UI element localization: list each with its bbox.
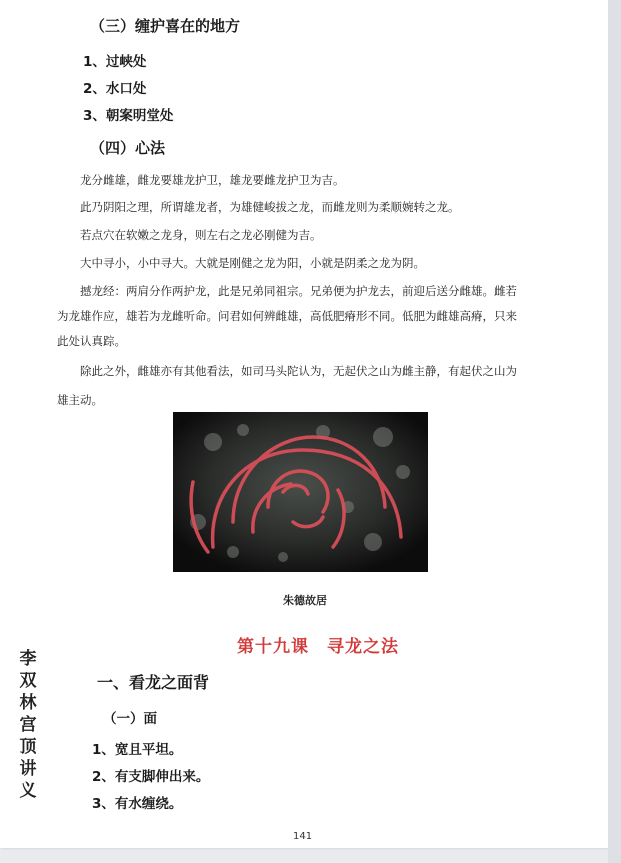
side-vertical-text: 李双林宫顶讲义 [19,649,37,801]
list-item: 1、宽且平坦。 [92,742,183,758]
paragraph: 若点穴在软嫩之龙身，则左右之龙必刚健为吉。 [80,228,322,242]
section-heading-3: （三）缠护喜在的地方 [90,17,241,35]
photo-caption: 朱德故居 [283,594,327,607]
list-item: 2、有支脚伸出来。 [92,769,210,785]
list-item: 3、有水缠绕。 [92,796,183,812]
paragraph: 大中寻小，小中寻大。大就是刚健之龙为阳，小就是阴柔之龙为阴。 [80,256,425,270]
paragraph-line: 为龙雄作应，雄若为龙雌听命。问君如何辨雌雄，高低肥瘠形不同。低肥为雌雄高瘠，只来 [57,309,517,323]
lesson-subheading: （一）面 [103,711,157,727]
list-item: 3、朝案明堂处 [83,108,174,124]
paragraph: 龙分雌雄，雌龙要雄龙护卫，雄龙要雌龙护卫为吉。 [80,173,345,187]
lesson-heading: 一、看龙之面背 [97,673,210,692]
lesson-title: 第十九课 寻龙之法 [237,637,399,657]
paragraph-line: 雄主动。 [57,393,103,407]
page-number: 141 [293,831,313,842]
paragraph-line: 除此之外，雌雄亦有其他看法，如司马头陀认为，无起伏之山为雌主静，有起伏之山为 [80,364,517,378]
viewer-scroll-edge[interactable] [608,0,621,863]
paragraph-line: 撼龙经：两肩分作两护龙，此是兄弟同祖宗。兄弟便为护龙去，前迎后送分雌雄。雌若 [80,284,517,298]
photo-red-mountain-marks [173,412,428,572]
list-item: 2、水口处 [83,81,147,97]
section-heading-4: （四）心法 [90,139,166,157]
paragraph: 此乃阴阳之理，所谓雄龙者，为雄健峻拔之龙，而雌龙则为柔顺婉转之龙。 [80,200,460,214]
paragraph-line: 此处认真踪。 [57,334,126,348]
list-item: 1、过峡处 [83,54,147,70]
